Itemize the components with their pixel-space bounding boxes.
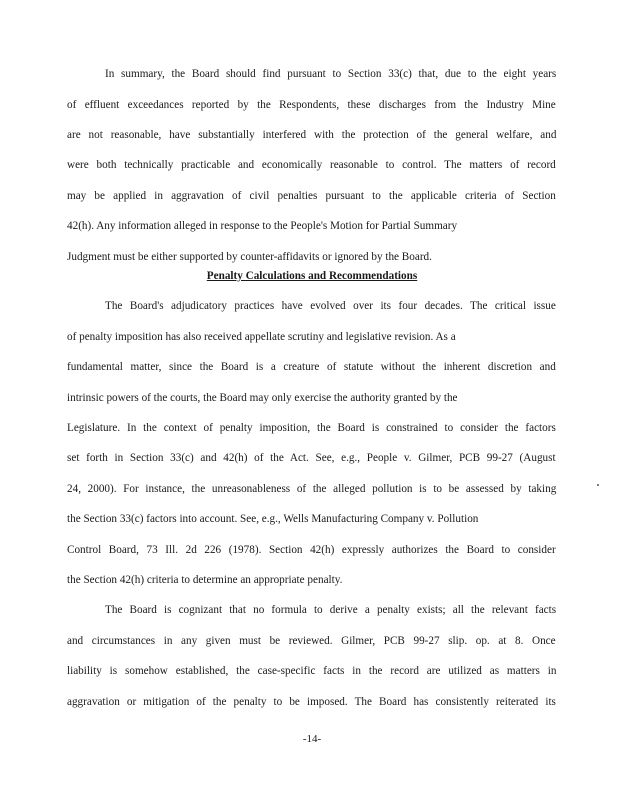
para2-line-4: intrinsic powers of the courts, the Board may only exercise the authority granted by the [67,392,458,404]
para1-line-6: 42(h). Any information alleged in response to the People's Motion for Partial Summary [67,220,458,232]
para2-line-2: of penalty imposition has also received appellate scrutiny and legislative revision. As a [67,331,456,343]
para2-line-6: set forth in Section 33(c) and 42(h) of the Act. See, e.g., People v. Gilmer, PCB 99-27 (August [67,452,556,464]
para2-line-7: 24, 2000). For instance, the unreasonableness of the alleged pollution is to be assessed by taking [67,483,557,495]
para2-line-9: Control Board, 73 Ill. 2d 226 (1978). Section 42(h) expressly authorizes the Board to consider [67,544,556,556]
para2-line-5: Legislature. In the context of penalty imposition, the Board is constrained to consider the factors [67,422,556,434]
para1-line-5: may be applied in aggravation of civil penalties pursuant to the applicable criteria of Section [67,190,556,202]
para2-line-3: fundamental matter, since the Board is a creature of statute without the inherent discretion and [67,361,556,373]
para1-line-3: are not reasonable, have substantially interfered with the protection of the general welfare, and [67,129,557,141]
para1-line-2: of effluent exceedances reported by the Respondents, these discharges from the Industry Mine [67,99,556,111]
para3-line-2: and circumstances in any given must be reviewed. Gilmer, PCB 99-27 slip. op. at 8. Once [67,635,556,647]
para2-line-10: the Section 42(h) criteria to determine an appropriate penalty. [67,574,343,586]
para2-line-8: the Section 33(c) factors into account. See, e.g., Wells Manufacturing Company v. Pollution [67,513,479,525]
para1-line-1: In summary, the Board should find pursuant to Section 33(c) that, due to the eight years [105,68,557,80]
section-heading: Penalty Calculations and Recommendations [206,270,418,282]
para1-line-4: were both technically practicable and economically reasonable to control. The matters of record [67,159,556,171]
para3-line-4: aggravation or mitigation of the penalty to be imposed. The Board has consistently reiterated its [67,696,556,708]
para1-line-7: Judgment must be either supported by counter-affidavits or ignored by the Board. [67,251,432,263]
para2-line-1: The Board's adjudicatory practices have evolved over its four decades. The critical issue [105,300,556,312]
page-number: -14- [302,733,322,745]
scan-speck [597,484,599,486]
para3-line-3: liability is somehow established, the case-specific facts in the record are utilized as matters in [67,665,557,677]
para3-line-1: The Board is cognizant that no formula to derive a penalty exists; all the relevant facts [105,604,557,616]
